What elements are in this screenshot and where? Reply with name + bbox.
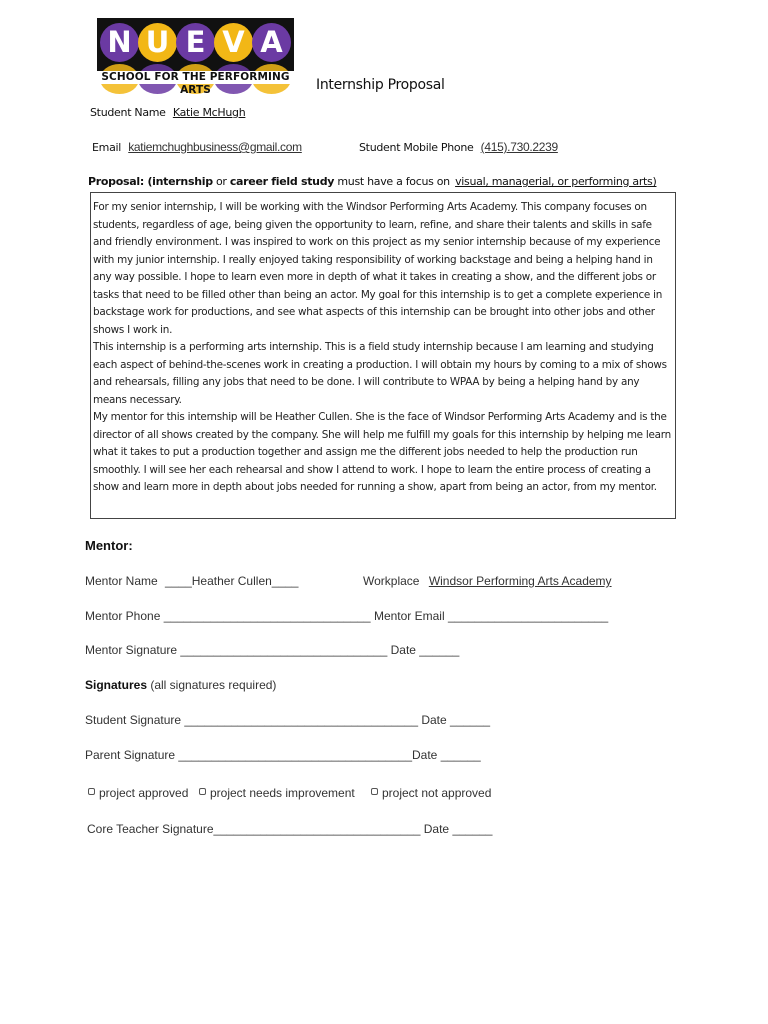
mentor-signature-field[interactable]: _______________________________: [180, 643, 388, 657]
proposal-internship: (internship: [143, 175, 213, 188]
form-title: Internship Proposal: [316, 77, 445, 93]
core-teacher-signature-row: [87, 822, 492, 836]
student-date-label: Date: [418, 713, 451, 727]
logo-letter: U: [138, 23, 177, 62]
student-signature-row: [85, 713, 490, 727]
student-signature-label: Student Signature: [85, 713, 185, 727]
mentor-phone-label: Mentor Phone: [85, 609, 164, 623]
student-name-label: Student Name: [90, 106, 166, 119]
student-name-row: [90, 106, 245, 119]
signatures-heading: Signatures: [85, 678, 148, 692]
mentor-date-label: Date: [387, 643, 420, 657]
proposal-label: Proposal:: [88, 175, 144, 188]
checkbox-icon[interactable]: [88, 788, 95, 795]
parent-signature-field[interactable]: ___________________________________: [178, 748, 412, 762]
student-email-value[interactable]: katiemchughbusiness@gmail.com: [128, 140, 302, 154]
student-email-row: [92, 140, 302, 154]
not-approved-label: project not approved: [382, 786, 492, 800]
core-teacher-date-label: Date: [420, 822, 453, 836]
student-email-label: Email: [92, 141, 122, 154]
mentor-email-field[interactable]: ________________________: [447, 609, 609, 623]
mentor-email-label: Mentor Email: [370, 609, 448, 623]
logo-letter: A: [252, 23, 291, 62]
mentor-name-row: [85, 574, 298, 588]
proposal-or: or: [212, 175, 230, 188]
needs-improvement-label: project needs improvement: [210, 786, 355, 800]
mentor-workplace-label: Workplace: [363, 574, 420, 588]
logo-tagline: SCHOOL FOR THE PERFORMING ARTS: [97, 71, 294, 84]
student-date-field[interactable]: ______: [450, 713, 491, 727]
logo-letter: E: [176, 23, 215, 62]
mentor-signature-label: Mentor Signature: [85, 643, 181, 657]
student-phone-label: Student Mobile Phone: [359, 141, 474, 154]
core-teacher-label: Core Teacher Signature: [87, 822, 214, 836]
proposal-focus-text: must have a focus on: [334, 175, 454, 188]
logo-letter: V: [214, 23, 253, 62]
student-phone-row: [359, 140, 558, 154]
proposal-paragraph: My mentor for this internship will be Heather Cullen. She is the face of Windsor Performing Arts Academy and is the director of all shows created by the company. She will help me fulfill my goals for this internship by helping me learn what it takes to put a production together and assign me the different jobs needed to help the production run smoothly. I will see her each rehearsal and show I attend to work. I hope to learn the entire process of creating a show and learn more in depth about jobs needed for running a show, apart from being an actor, from my mentor.: [93, 411, 671, 493]
not-approved-option[interactable]: [371, 786, 491, 800]
parent-date-field[interactable]: ______: [440, 748, 481, 762]
mentor-workplace-row: [363, 574, 612, 588]
mentor-signature-row: [85, 643, 459, 657]
core-teacher-date-field[interactable]: ______: [452, 822, 493, 836]
proposal-paragraph: For my senior internship, I will be working with the Windsor Performing Arts Academy. This company focuses on students, regardless of age, being given the opportunity to learn, refine, and share their talents and skills in safe and friendly environment. I was inspired to work on this project as my senior internship because of my experience with my junior internship. I really enjoyed taking responsibility of working backstage and being a helping hand in any way possible. I hope to learn even more in depth of what it takes in creating a show, and the different jobs or tasks that need to be filled other than being an actor. My goal for this internship is to get a complete experience in backstage work for productions, and see what aspects of this internship can be brought into other jobs and other shows I work in.: [93, 201, 663, 336]
parent-signature-label: Parent Signature: [85, 748, 179, 762]
proposal-career-field: career field study: [229, 175, 335, 188]
logo-letter: N: [100, 23, 139, 62]
student-signature-field[interactable]: ___________________________________: [184, 713, 418, 727]
mentor-date-field[interactable]: ______: [419, 643, 460, 657]
parent-signature-row: [85, 748, 481, 762]
parent-date-label: Date: [412, 748, 441, 762]
mentor-name-label: Mentor Name: [85, 574, 158, 588]
proposal-textbox[interactable]: [90, 192, 676, 519]
needs-improvement-option[interactable]: [199, 786, 355, 800]
approved-label: project approved: [99, 786, 189, 800]
mentor-phone-field[interactable]: _______________________________: [163, 609, 371, 623]
mentor-name-value[interactable]: ____Heather Cullen____: [165, 574, 299, 588]
checkbox-icon[interactable]: [199, 788, 206, 795]
signatures-heading-row: [85, 678, 276, 692]
signatures-note: (all signatures required): [147, 678, 277, 692]
student-phone-value[interactable]: (415).730.2239: [480, 140, 558, 154]
mentor-heading: Mentor:: [85, 538, 133, 553]
proposal-header: [88, 175, 656, 188]
proposal-focus-value: visual, managerial, or performing arts): [455, 175, 657, 188]
mentor-workplace-value[interactable]: Windsor Performing Arts Academy: [428, 574, 612, 588]
core-teacher-signature-field[interactable]: _______________________________: [213, 822, 421, 836]
checkbox-icon[interactable]: [371, 788, 378, 795]
proposal-paragraph: This internship is a performing arts internship. This is a field study internship because I am learning and studying each aspect of behind-the-scenes work in creating a production. I will obtain my hours by coming to a mix of shows and rehearsals, filling any jobs that need to be done. I will contribute to WPAA by being a helping hand by any means necessary.: [93, 341, 667, 406]
mentor-contact-row: [85, 609, 608, 623]
student-name-value[interactable]: Katie McHugh: [172, 106, 246, 119]
school-logo: [97, 18, 294, 96]
approved-option[interactable]: [88, 786, 188, 800]
